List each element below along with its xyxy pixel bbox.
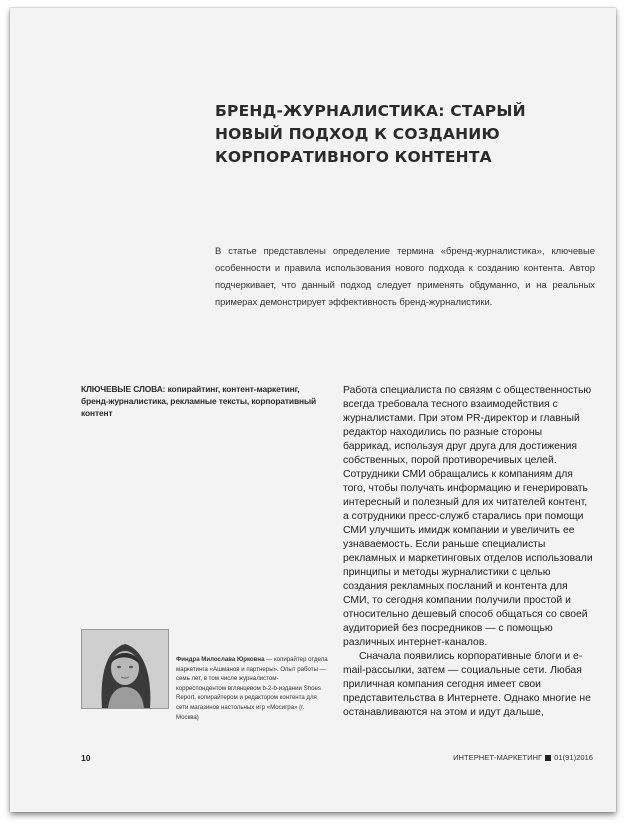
issue-number: 01(91)2016: [554, 753, 593, 762]
article-title: БРЕНД-ЖУРНАЛИСТИКА: СТАРЫЙ НОВЫЙ ПОДХОД К СОЗДАНИЮ КОРПОРАТИВНОГО КОНТЕНТА: [215, 102, 526, 166]
square-bullet-icon: [545, 755, 551, 761]
page-number: 10: [81, 753, 91, 763]
body-paragraph: Работа специалиста по связям с общественностью всегда требовала тесного взаимодействия с журналистами. При этом PR-директор и главный редактор находились по разные стороны баррикад, используя друг друга для достижения собственных, порой противоречивых целей. Сотрудники СМИ обращались к компаниям для того, чтобы получать информацию и генерировать интересный и полезный для их читателей контент, а сотрудники пресс-служб старались при помощи СМИ улучшить имидж компании и увеличить ее узнаваемость. Если раньше специалисты рекламных и маркетинговых отделов использовали принципы и методы журналистики с целью создания рекламных посланий и контента для СМИ, то сегодня компании получили простой и относительно дешевый способ общаться со своей аудиторией без посредников — с помощью различных интернет-каналов.: [343, 385, 593, 648]
article-abstract: В статье представлены определение термина «бренд-журналистика», ключевые особенности и правила использования нового подхода к созданию контента. Автор подчеркивает, что данный подход следует применять обдуманно, и на реальных примерах демонстрирует эффективность бренд-журналистики.: [215, 245, 595, 307]
article-body: [343, 384, 593, 720]
journal-name: ИНТЕРНЕТ-МАРКЕТИНГ: [453, 753, 543, 762]
body-paragraph: Сначала появились корпоративные блоги и e-mail-рассылки, затем — социальные сети. Любая приличная компания сегодня имеет свои представительства в Интернете. Однако многие не останавливаются на этом и идут дальше,: [343, 651, 591, 718]
author-photo: [81, 629, 169, 709]
author-portrait-icon: [82, 630, 168, 708]
author-bio: [176, 655, 328, 722]
keywords: КЛЮЧЕВЫЕ СЛОВА: копирайтинг, контент-маркетинг, бренд-журналистика, рекламные тексты, корпоративный контент: [81, 384, 317, 418]
author-name: Финдра Милослава Юрковна: [176, 656, 265, 663]
running-footer: [453, 753, 593, 762]
author-description: — копирайтер отдела маркетинга «Ашманов и партнеры». Опыт работы — семь лет, в том числе журналистом-корреспондентом вглянцевом b-2-b-издании Shoes Report, копирайтером и редактором контента для сети магазинов настольных игр «Мосигра» (г. Москва): [176, 656, 328, 721]
magazine-page: [10, 8, 616, 812]
